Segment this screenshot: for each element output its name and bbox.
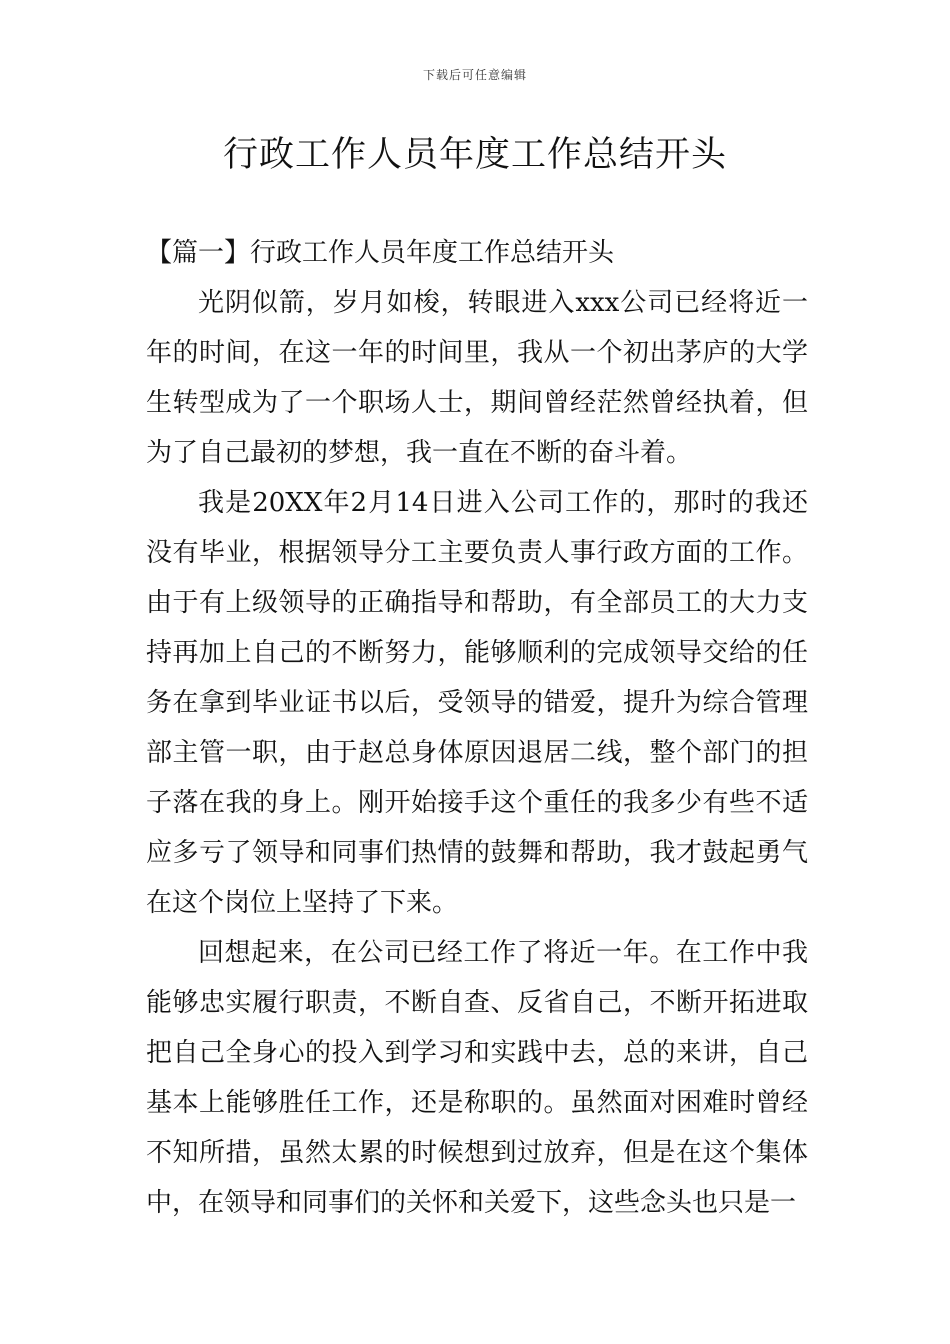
document-title: 行政工作人员年度工作总结开头: [222, 135, 727, 175]
header-note: 下载后可任意编辑: [422, 68, 527, 82]
document-body: [146, 228, 808, 1228]
paragraph-2: 我是20XX年2月14日进入公司工作的，那时的我还没有毕业，根据领导分工主要负责人事行政方面的工作。由于有上级领导的正确指导和帮助，有全部员工的大力支持再加上自己的不断努力，能够顺利的完成领导交给的任务在拿到毕业证书以后，受领导的错爱，提升为综合管理部主管一职，由于赵总身体原因退居二线，整个部门的担子落在我的身上。刚开始接手这个重任的我多少有些不适应多亏了领导和同事们热情的鼓舞和帮助，我才鼓起勇气在这个岗位上坚持了下来。: [146, 488, 808, 918]
paragraph-3: 回想起来，在公司已经工作了将近一年。在工作中我能够忠实履行职责，不断自查、反省自己，不断开拓进取把自己全身心的投入到学习和实践中去，总的来讲，自己基本上能够胜任工作，还是称职的。虽然面对困难时曾经不知所措，虽然太累的时候想到过放弃，但是在这个集体中，在领导和同事们的关怀和关爱下，这些念头也只是一: [146, 938, 808, 1218]
paragraph-1: 光阴似箭，岁月如梭，转眼进入xxx公司已经将近一年的时间，在这一年的时间里，我从一个初出茅庐的大学生转型成为了一个职场人士，期间曾经茫然曾经执着，但为了自己最初的梦想，我一直在不断的奋斗着。: [146, 288, 808, 468]
section-heading: 【篇一】行政工作人员年度工作总结开头: [146, 238, 615, 268]
